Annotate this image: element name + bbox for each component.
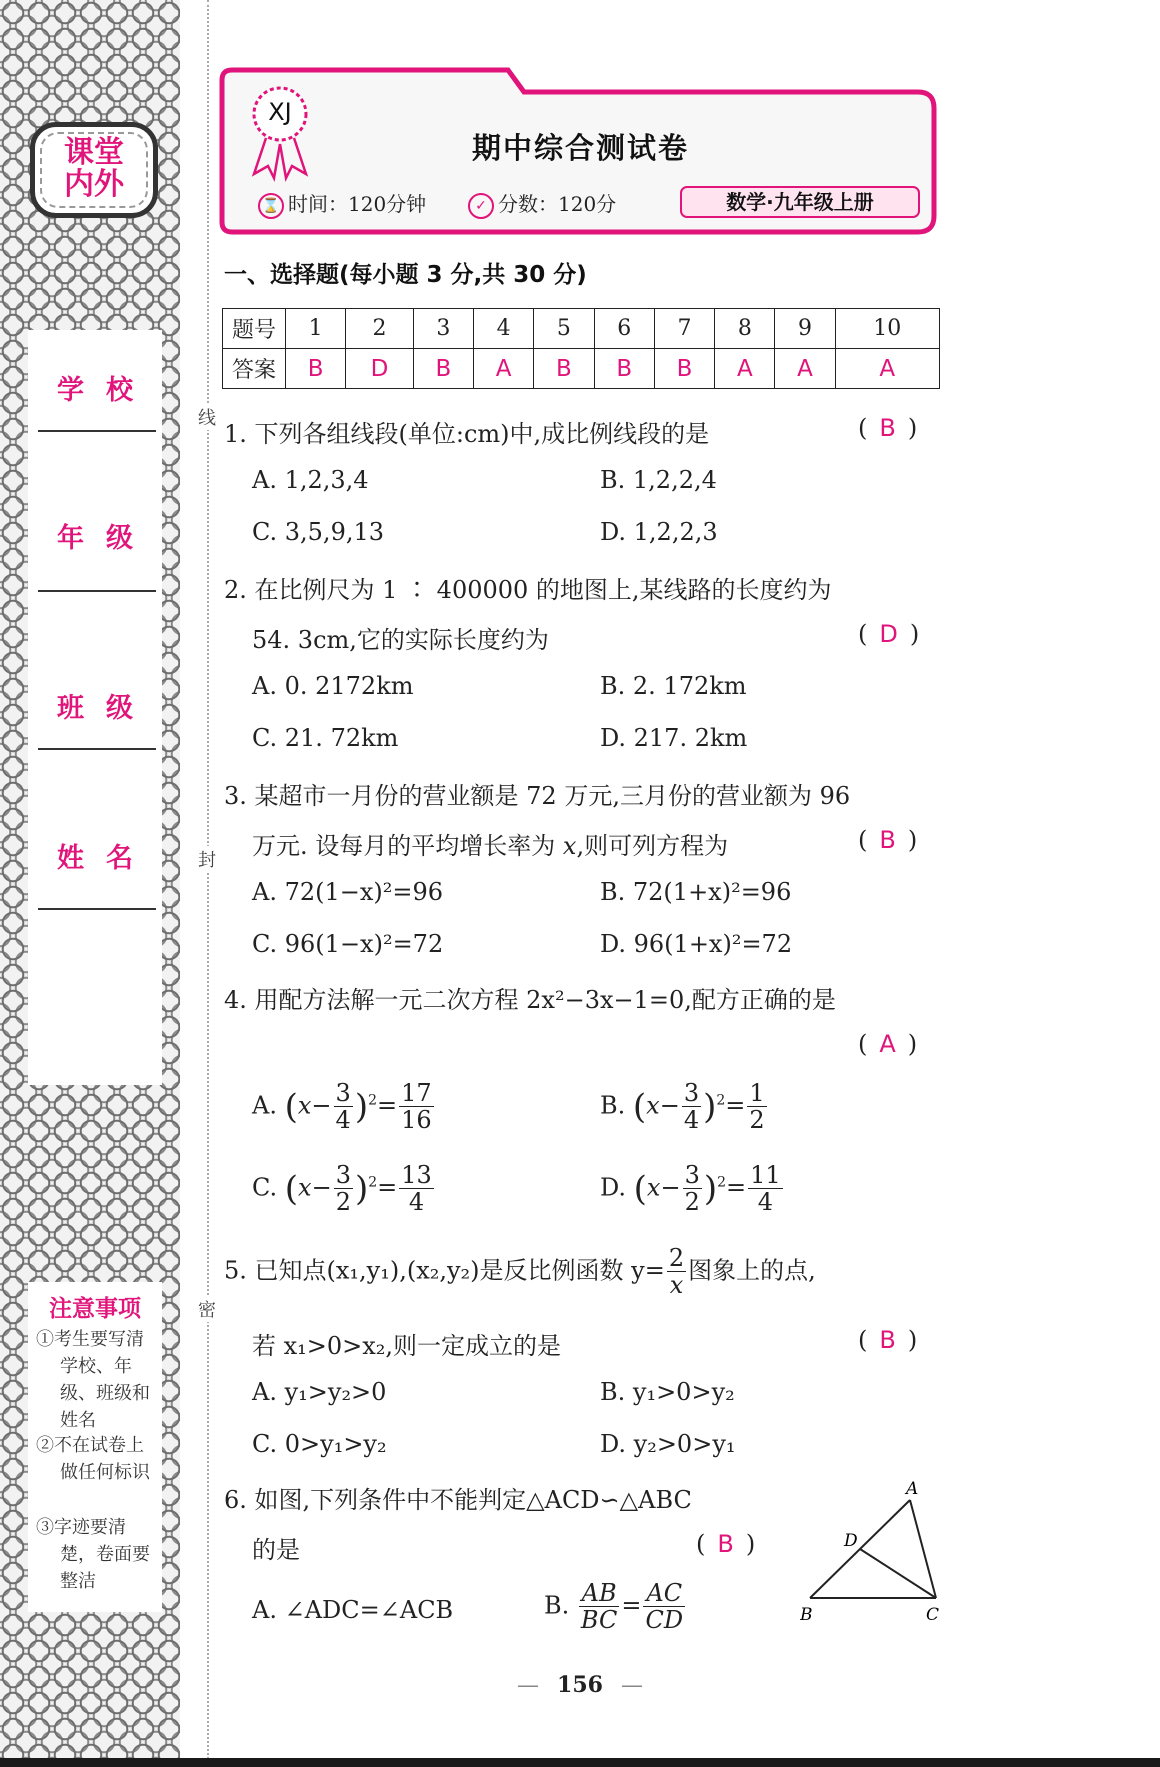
notes-title: 注意事项: [49, 1296, 141, 1322]
edition-badge: XJ: [268, 98, 292, 126]
score-info: [468, 188, 616, 219]
q6-answer: ( B ): [696, 1530, 756, 1558]
q4-option-a: A. (x− $\frac{3}{4}$ )$^2$= $\frac{17}{16}$: [252, 1079, 432, 1135]
student-info-panel: [28, 330, 162, 1085]
q5-stem-line1: 5. 已知点(x₁,y₁),(x₂,y₂)是反比例函数 y= $\frac{2}{x}$ 图象上的点,: [224, 1244, 816, 1300]
q2-option-b: B. 2. 172km: [600, 672, 747, 700]
answer-cell: B: [594, 349, 654, 389]
q1-option-a: A. 1,2,3,4: [252, 466, 369, 494]
hourglass-icon: ⌛: [258, 193, 284, 219]
decorative-sidebar: [0, 0, 180, 1767]
triangle-figure: [800, 1478, 944, 1628]
name-line: [38, 908, 156, 910]
table-cell: 3: [413, 309, 473, 349]
q5-stem-line2: 若 x₁>0>x₂,则一定成立的是: [252, 1332, 562, 1360]
q5-option-b: B. y₁>0>y₂: [600, 1378, 735, 1406]
header-banner: [218, 66, 943, 241]
q1-option-d: D. 1,2,2,3: [600, 518, 718, 546]
table-cell: 9: [775, 309, 835, 349]
q1-answer: ( B ): [858, 414, 918, 442]
q4-answer: ( A ): [858, 1030, 918, 1058]
answer-cell: B: [654, 349, 714, 389]
brand-logo: [30, 122, 158, 218]
q2-option-c: C. 21. 72km: [252, 724, 399, 752]
q3-option-c: C. 96(1−x)²=72: [252, 930, 444, 958]
table-cell: 5: [534, 309, 594, 349]
q5-option-d: D. y₂>0>y₁: [600, 1430, 736, 1458]
vertex-d-label: D: [844, 1531, 858, 1551]
name-label: 姓名: [57, 843, 155, 874]
fold-mark-feng: 封: [190, 846, 224, 872]
vertex-a-label: A: [906, 1479, 919, 1499]
q2-stem-line2: 54. 3cm,它的实际长度约为: [252, 626, 549, 654]
q2-answer: ( D ): [858, 620, 920, 648]
table-cell: 10: [835, 309, 939, 349]
table-cell: 1: [286, 309, 346, 349]
q6-stem-line2: 的是: [252, 1536, 300, 1564]
logo-line-2: 内外: [64, 167, 124, 202]
answer-cell: D: [346, 349, 413, 389]
fold-line: [207, 0, 209, 1767]
table-cell: 7: [654, 309, 714, 349]
fold-mark-mi: 密: [190, 1296, 224, 1322]
q1-stem: 1. 下列各组线段(单位:cm)中,成比例线段的是: [224, 420, 710, 448]
q3-option-a: A. 72(1−x)²=96: [252, 878, 444, 906]
q2-option-a: A. 0. 2172km: [252, 672, 414, 700]
note-1: ①考生要写清学校、年级、班级和姓名: [36, 1329, 150, 1431]
q3-option-d: D. 96(1+x)²=72: [600, 930, 793, 958]
bottom-bar: [0, 1758, 1160, 1767]
table-row-answers: [223, 349, 940, 389]
time-info: [258, 188, 426, 219]
q6-option-b: B. $\frac{AB}{BC}$ = $\frac{AC}{CD}$: [544, 1579, 684, 1635]
answer-cell: B: [534, 349, 594, 389]
answer-cell: A: [715, 349, 775, 389]
checkmark-icon: ✓: [468, 193, 494, 219]
table-cell: 8: [715, 309, 775, 349]
table-cell: 6: [594, 309, 654, 349]
q4-option-d: D. (x− $\frac{3}{2}$ )$^2$= $\frac{11}{4}$: [600, 1161, 781, 1217]
score-text: 分数：120分: [498, 192, 617, 216]
q6-option-a: A. ∠ADC=∠ACB: [252, 1596, 454, 1624]
q4-option-c: C. (x− $\frac{3}{2}$ )$^2$= $\frac{13}{4}$: [252, 1161, 432, 1217]
table-cell: 2: [346, 309, 413, 349]
answer-cell: B: [286, 349, 346, 389]
school-line: [38, 430, 156, 432]
note-2: ②不在试卷上做任何标识: [36, 1435, 150, 1483]
q2-stem-line1: 2. 在比例尺为 1 ∶ 400000 的地图上,某线路的长度约为: [224, 576, 832, 604]
answer-cell: A: [835, 349, 939, 389]
class-line: [38, 748, 156, 750]
table-header-cell: 答案: [223, 349, 286, 389]
q3-stem-line2: 万元. 设每月的平均增长率为 x,则可列方程为: [252, 832, 729, 860]
page-number: — 156 —: [517, 1672, 643, 1698]
subject-label: 数学·九年级上册: [680, 186, 920, 218]
answer-table: [222, 308, 940, 389]
notes-panel: [28, 1282, 162, 1612]
note-3: ③字迹要清楚，卷面要整洁: [36, 1517, 150, 1592]
q1-option-c: C. 3,5,9,13: [252, 518, 384, 546]
q6-stem-line1: 6. 如图,下列条件中不能判定△ACD∽△ABC: [224, 1486, 692, 1514]
vertex-c-label: C: [926, 1605, 940, 1625]
q4-stem: 4. 用配方法解一元二次方程 2x²−3x−1=0,配方正确的是: [224, 986, 836, 1014]
q5-answer: ( B ): [858, 1326, 918, 1354]
grade-line: [38, 590, 156, 592]
grade-label: 年级: [57, 523, 155, 554]
answer-cell: A: [474, 349, 534, 389]
logo-line-1: 课堂: [64, 135, 124, 170]
exam-title: 期中综合测试卷: [471, 131, 689, 165]
table-row-numbers: [223, 309, 940, 349]
q3-stem-line1: 3. 某超市一月份的营业额是 72 万元,三月份的营业额为 96: [224, 782, 851, 810]
table-header-cell: 题号: [223, 309, 286, 349]
q5-option-a: A. y₁>y₂>0: [252, 1378, 387, 1406]
class-label: 班级: [57, 693, 155, 724]
q3-option-b: B. 72(1+x)²=96: [600, 878, 792, 906]
time-text: 时间：120分钟: [288, 192, 427, 216]
table-cell: 4: [474, 309, 534, 349]
answer-cell: B: [413, 349, 473, 389]
q3-answer: ( B ): [858, 826, 918, 854]
q4-option-b: B. (x− $\frac{3}{4}$ )$^2$= $\frac{1}{2}$: [600, 1079, 765, 1135]
q1-option-b: B. 1,2,2,4: [600, 466, 717, 494]
vertex-b-label: B: [800, 1605, 813, 1625]
section-title: 一、选择题(每小题 3 分,共 30 分): [224, 262, 587, 288]
q5-option-c: C. 0>y₁>y₂: [252, 1430, 387, 1458]
answer-cell: A: [775, 349, 835, 389]
school-label: 学校: [57, 375, 155, 406]
q2-option-d: D. 217. 2km: [600, 724, 748, 752]
fold-mark-xian: 线: [190, 404, 224, 430]
